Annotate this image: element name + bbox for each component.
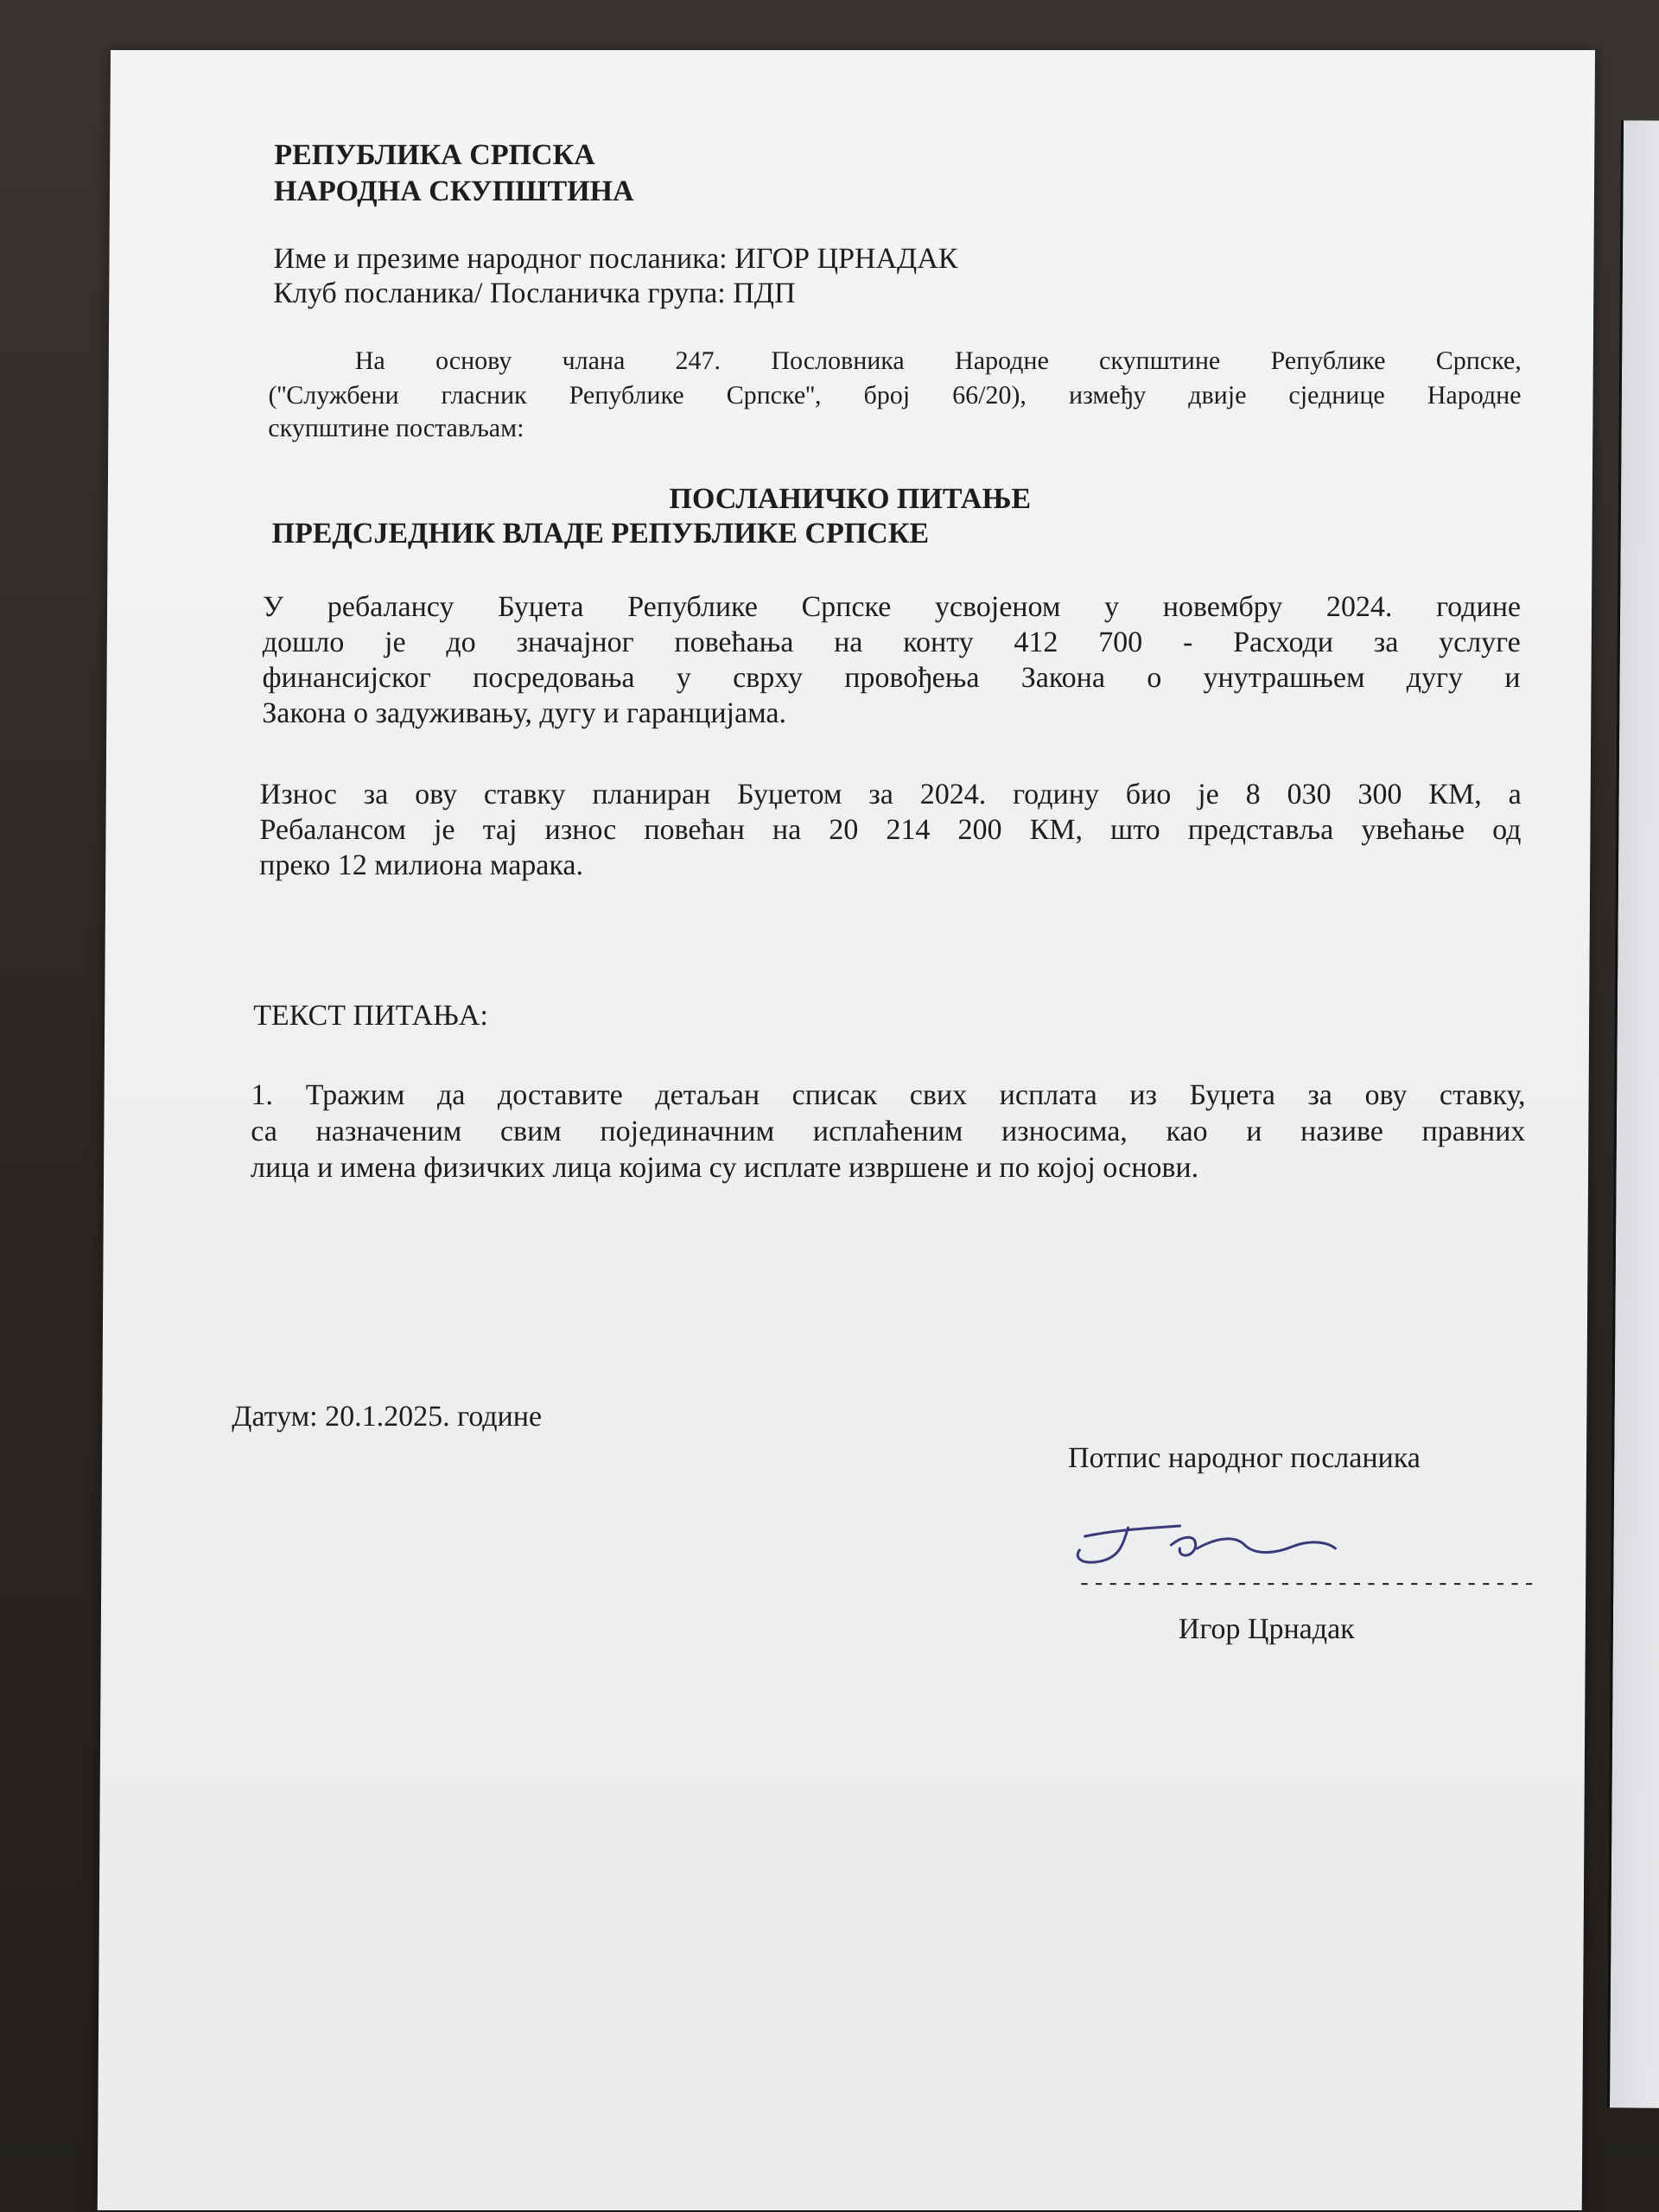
paragraph2-line-2: Ребалансом је тај износ повећан на 20 214 200 КМ, што представља увећање од xyxy=(259,814,1522,846)
intro-line-1: На основу члана 247. Пословника Народне скупштине Републике Српске, xyxy=(354,346,1522,375)
question-line-3: лица и имена физичких лица којима су исплате извршене и по којој основи. xyxy=(250,1152,1199,1184)
document-title: ПОСЛАНИЧКО ПИТАЊЕ xyxy=(669,483,1032,515)
deputy-club-line: Клуб посланика/ Посланичка група: ПДП xyxy=(273,277,796,309)
question-line-2: са назначеним свим појединачним исплаћеним износима, као и називе правних xyxy=(251,1116,1526,1147)
intro-line-3: скупштине постављам: xyxy=(268,414,524,442)
header-line-republic: РЕПУБЛИКА СРПСКА xyxy=(274,139,595,171)
question-heading: ТЕКСТ ПИТАЊА: xyxy=(253,1000,488,1032)
signature-label: Потпис народног посланика xyxy=(1067,1442,1421,1474)
document-page xyxy=(98,50,1595,2210)
intro-line-2: (''Службени гласник Републике Српске'', број 66/20), између двије сједнице Народне xyxy=(268,381,1522,410)
paragraph2-line-3: преко 12 милиона марака. xyxy=(259,849,584,881)
handwritten-signature xyxy=(1067,1510,1395,1571)
deputy-name-line: Име и презиме народног посланика: ИГОР ЦРНАДАК xyxy=(273,243,958,275)
signature-line: -------------------------------- xyxy=(1077,1571,1537,1597)
paragraph1-line-4: Закона о задуживању, дугу и гаранцијама. xyxy=(262,697,787,729)
paragraph2-line-1: Износ за ову ставку планиран Буџетом за 2024. годину био је 8 030 300 КМ, а xyxy=(259,779,1522,810)
signer-name: Игор Црнадак xyxy=(1178,1613,1355,1645)
paragraph1-line-3: финансијског посредовања у сврху провођења Закона о унутрашњем дугу и xyxy=(262,662,1521,694)
document-date: Датум: 20.1.2025. године xyxy=(232,1401,543,1433)
question-line-1: 1. Тражим да доставите детаљан списак свих исплата из Буџета за ову ставку, xyxy=(251,1079,1526,1111)
document-addressee: ПРЕДСЈЕДНИК ВЛАДЕ РЕПУБЛИКЕ СРПСКЕ xyxy=(271,518,930,550)
paragraph1-line-1: У ребалансу Буџета Републике Српске усвојеном у новембру 2024. године xyxy=(262,591,1522,623)
header-line-assembly: НАРОДНА СКУПШТИНА xyxy=(273,175,634,207)
paragraph1-line-2: дошло је до значајног повећања на конту 412 700 - Расходи за услуге xyxy=(262,626,1521,658)
